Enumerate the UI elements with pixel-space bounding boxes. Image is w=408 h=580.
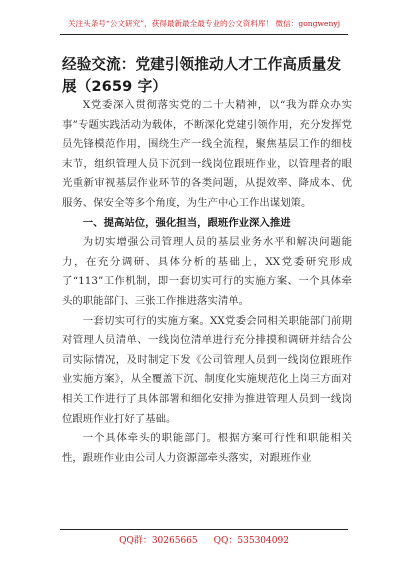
header-divider — [60, 34, 348, 35]
paragraph-intro: X党委深入贯彻落实党的二十大精神，以“我为群众办实事”专题实践活动为载体，不断深化党建引领作用，充分发挥党员先锋模范作用，围绕生产一线全流程，聚焦基层工作的细枝末节，组织管理人员下沉到一线岗位跟班作业，以管理者的眼光重新审视基层作业环节的各类问题，从提效率、降成本、优服务、保安全等多个角度，为生产中心工作出谋划策。 — [62, 99, 352, 209]
paragraph-department: 一个具体牵头的职能部门。根据方案可行性和职能相关性，跟班作业由公司人力资源部牵头落实，对跟班作业 — [62, 432, 352, 464]
footer-qq: QQ：535304092 — [213, 536, 289, 546]
promo-banner: 关注头条号“公文研究”，获得最新最全最专业的公文资料库！ 微信：gongwenyj — [67, 19, 341, 28]
section-heading-1: 一、提高站位，强化担当，跟班作业深入推进 — [82, 216, 291, 229]
footer-divider — [60, 529, 348, 530]
document-body — [62, 96, 352, 468]
footer-qq-group: QQ群：30265665 — [119, 536, 198, 546]
document-title: 经验交流：党建引领推动人才工作高质量发展（2659 字） — [62, 56, 342, 95]
footer-contact — [60, 535, 348, 547]
paragraph-mechanism: 为切实增强公司管理人员的基层业务水平和解决问题能力，在充分调研、具体分析的基础上，XX党委研究形成了“113”工作机制，即一套切实可行的实施方案、一个具体牵头的职能部门、三张工作推进落实清单。 — [62, 236, 352, 307]
paragraph-plan: 一套切实可行的实施方案。XX党委会同相关职能部门前期对管理人员清单、一线岗位清单进行充分排摸和调研并结合公司实际情况，及时制定下发《公司管理人员到一线岗位跟班作业实施方案》，从全覆盖下沉、制度化实施规范化上岗三方面对相关工作进行了具体部署和细化安排为推进管理人员到一线岗位跟班作业打好了基础。 — [62, 314, 352, 425]
